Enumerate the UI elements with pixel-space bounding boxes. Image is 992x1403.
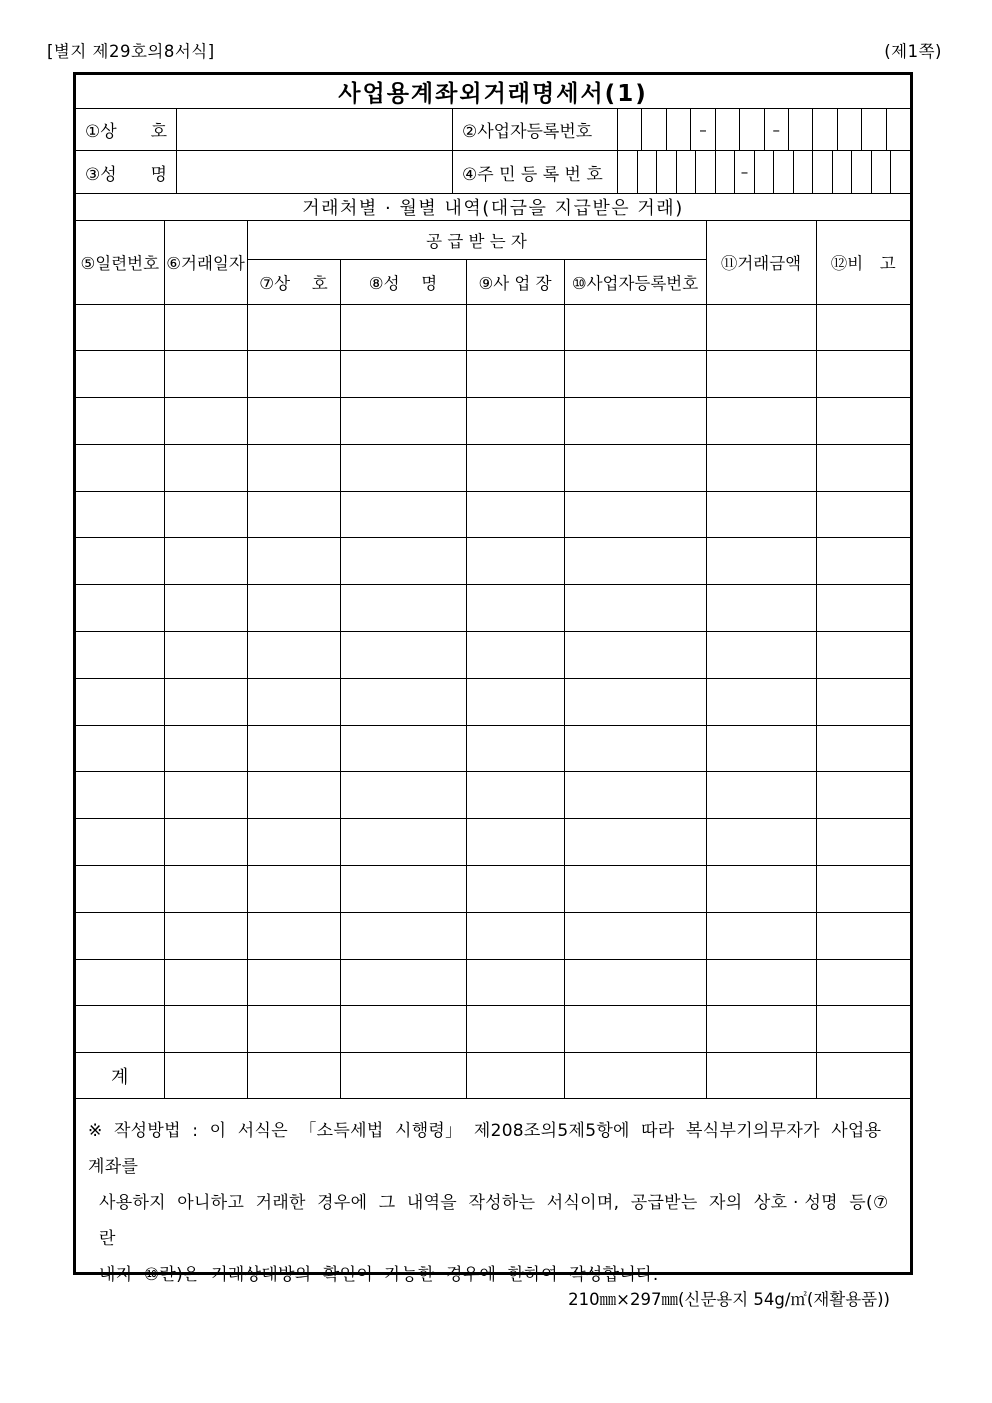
digit-box	[715, 109, 739, 150]
table-cell	[247, 351, 340, 398]
total-cell	[247, 1053, 340, 1099]
table-cell	[564, 304, 706, 351]
table-cell	[564, 632, 706, 679]
digit-box	[739, 109, 763, 150]
table-cell	[816, 819, 910, 866]
table-cell	[706, 866, 816, 913]
form-ref-label: [별지 제29호의8서식]	[47, 42, 215, 61]
table-cell	[466, 585, 564, 632]
total-cell	[164, 1053, 247, 1099]
footnote-line: 내지 ⑩란)은 거래상대방의 확인이 가능한 경우에 한하여 작성합니다.	[99, 1265, 659, 1286]
table-row	[76, 351, 910, 398]
digit-box	[618, 151, 637, 193]
page-number-label: (제1쪽)	[884, 42, 942, 61]
table-cell	[164, 632, 247, 679]
table-cell	[76, 912, 164, 959]
table-cell	[706, 959, 816, 1006]
footnote-line: 사용하지 아니하고 거래한 경우에 그 내역을 작성하는 서식이며, 공급받는 자의 상호 · 성명 등(⑦란	[99, 1193, 889, 1250]
table-cell	[76, 585, 164, 632]
footnote-line: ※ 작성방법 : 이 서식은 「소득세법 시행령」 제208조의5제5항에 따라 복식부기의무자가 사업용계좌를	[88, 1121, 882, 1178]
total-cell	[466, 1053, 564, 1099]
table-cell	[466, 772, 564, 819]
form-box	[73, 72, 913, 1286]
table-cell	[466, 632, 564, 679]
digit-box	[886, 109, 910, 150]
table-cell	[164, 866, 247, 913]
digit-box	[793, 151, 813, 193]
digit-box	[618, 109, 641, 150]
field-value-trade-name	[177, 109, 453, 151]
table-cell	[247, 632, 340, 679]
table-cell	[706, 351, 816, 398]
table-cell	[816, 725, 910, 772]
table-row	[76, 959, 910, 1006]
table-cell	[76, 398, 164, 445]
table-cell	[706, 1006, 816, 1053]
digit-box	[666, 109, 690, 150]
table-footer	[76, 1053, 910, 1099]
table-header	[76, 221, 910, 304]
table-cell	[247, 444, 340, 491]
digit-box	[754, 151, 774, 193]
table-cell	[247, 819, 340, 866]
table-cell	[564, 866, 706, 913]
table-cell	[466, 912, 564, 959]
digit-box	[812, 151, 832, 193]
table-row	[76, 491, 910, 538]
table-cell	[76, 772, 164, 819]
table-row	[76, 819, 910, 866]
table-cell	[76, 866, 164, 913]
table-cell	[706, 912, 816, 959]
digit-box	[812, 109, 836, 150]
table-cell	[466, 819, 564, 866]
table-cell	[564, 959, 706, 1006]
col-header-transaction-amount: ⑪거래금액	[706, 221, 816, 304]
col-header-serial-no: ⑤일련번호	[76, 221, 164, 304]
table-cell	[466, 491, 564, 538]
digit-box	[715, 151, 735, 193]
table-cell	[340, 725, 466, 772]
form-title: 사업용계좌외거래명세서(1)	[76, 75, 910, 109]
paper-size-note: 210㎜×297㎜(신문용지 54g/㎡(재활용품))	[568, 1290, 890, 1309]
table-cell	[340, 444, 466, 491]
table-cell	[816, 772, 910, 819]
digit-box	[837, 109, 861, 150]
table-cell	[466, 444, 564, 491]
col-header-recipient-group: 공 급 받 는 자	[247, 221, 706, 259]
table-cell	[564, 678, 706, 725]
table-cell	[76, 491, 164, 538]
table-cell	[466, 1006, 564, 1053]
table-cell	[466, 538, 564, 585]
table-row	[76, 678, 910, 725]
total-label: 계	[76, 1053, 164, 1099]
table-cell	[247, 585, 340, 632]
col-header-recipient-name: ⑧성 명	[340, 259, 466, 304]
col-header-transaction-date: ⑥거래일자	[164, 221, 247, 304]
col-header-recipient-workplace: ⑨사 업 장	[466, 259, 564, 304]
table-cell	[164, 725, 247, 772]
table-row	[76, 912, 910, 959]
table-cell	[340, 538, 466, 585]
table-cell	[164, 491, 247, 538]
table-cell	[76, 678, 164, 725]
table-row	[76, 772, 910, 819]
table-cell	[816, 678, 910, 725]
table-cell	[706, 632, 816, 679]
digit-box	[871, 151, 891, 193]
table-cell	[164, 959, 247, 1006]
table-cell	[816, 866, 910, 913]
table-cell	[164, 444, 247, 491]
table-row	[76, 304, 910, 351]
table-cell	[706, 725, 816, 772]
digit-box	[773, 151, 793, 193]
digit-box	[656, 151, 676, 193]
digit-box	[851, 151, 871, 193]
table-row	[76, 866, 910, 913]
table-cell	[466, 959, 564, 1006]
table-cell	[706, 819, 816, 866]
table-cell	[816, 912, 910, 959]
table-cell	[340, 304, 466, 351]
total-cell	[816, 1053, 910, 1099]
table-cell	[247, 912, 340, 959]
footnote	[76, 1099, 910, 1293]
table-cell	[816, 491, 910, 538]
digit-box	[832, 151, 852, 193]
table-cell	[706, 585, 816, 632]
table-cell	[816, 538, 910, 585]
table-row	[76, 585, 910, 632]
digit-box	[788, 109, 812, 150]
table-cell	[816, 1006, 910, 1053]
table-cell	[340, 585, 466, 632]
table-cell	[164, 772, 247, 819]
table-cell	[76, 725, 164, 772]
field-label-biz-reg-no: ②사업자등록번호	[453, 109, 618, 151]
table-cell	[247, 538, 340, 585]
table-cell	[340, 678, 466, 725]
table-cell	[164, 538, 247, 585]
table-cell	[76, 1006, 164, 1053]
table-cell	[76, 819, 164, 866]
table-cell	[340, 959, 466, 1006]
table-cell	[340, 772, 466, 819]
digit-box	[861, 109, 885, 150]
table-row	[76, 444, 910, 491]
table-cell	[247, 772, 340, 819]
digit-box: –	[764, 109, 788, 150]
field-value-name	[177, 151, 453, 194]
digit-box	[695, 151, 715, 193]
table-cell	[247, 959, 340, 1006]
table-cell	[76, 632, 164, 679]
table-cell	[706, 538, 816, 585]
table-cell	[564, 444, 706, 491]
col-header-recipient-biz-no: ⑩사업자등록번호	[564, 259, 706, 304]
table-cell	[340, 912, 466, 959]
table-cell	[164, 678, 247, 725]
table-cell	[247, 491, 340, 538]
digit-row-biz-reg-no	[618, 109, 910, 151]
table-cell	[76, 304, 164, 351]
table-cell	[564, 491, 706, 538]
table-row	[76, 538, 910, 585]
table-cell	[340, 398, 466, 445]
table-cell	[247, 678, 340, 725]
table-cell	[164, 912, 247, 959]
main-table	[76, 221, 910, 1099]
table-cell	[564, 772, 706, 819]
table-cell	[706, 304, 816, 351]
table-cell	[247, 304, 340, 351]
col-header-recipient-trade-name: ⑦상 호	[247, 259, 340, 304]
table-cell	[564, 725, 706, 772]
table-cell	[706, 678, 816, 725]
table-row	[76, 1006, 910, 1053]
total-cell	[340, 1053, 466, 1099]
table-cell	[564, 398, 706, 445]
digit-box	[890, 151, 910, 193]
table-cell	[247, 725, 340, 772]
table-cell	[466, 866, 564, 913]
table-body	[76, 304, 910, 1053]
table-cell	[340, 632, 466, 679]
table-row	[76, 398, 910, 445]
table-cell	[76, 959, 164, 1006]
table-cell	[816, 444, 910, 491]
table-cell	[466, 678, 564, 725]
table-cell	[816, 632, 910, 679]
table-cell	[164, 1006, 247, 1053]
table-cell	[466, 398, 564, 445]
info-grid	[76, 109, 910, 194]
table-cell	[340, 819, 466, 866]
table-cell	[706, 772, 816, 819]
table-cell	[564, 912, 706, 959]
digit-box	[641, 109, 665, 150]
table-row	[76, 632, 910, 679]
table-cell	[564, 351, 706, 398]
digit-box: –	[690, 109, 714, 150]
table-cell	[76, 351, 164, 398]
table-cell	[564, 819, 706, 866]
total-row	[76, 1053, 910, 1099]
table-cell	[76, 444, 164, 491]
digit-box	[637, 151, 657, 193]
field-label-trade-name: ①상 호	[76, 109, 177, 151]
table-cell	[706, 398, 816, 445]
table-cell	[706, 491, 816, 538]
table-cell	[466, 351, 564, 398]
table-cell	[466, 304, 564, 351]
digit-box	[676, 151, 696, 193]
table-cell	[164, 819, 247, 866]
table-cell	[816, 304, 910, 351]
table-cell	[816, 959, 910, 1006]
table-cell	[340, 866, 466, 913]
table-cell	[164, 304, 247, 351]
table-cell	[247, 398, 340, 445]
table-cell	[247, 866, 340, 913]
table-cell	[816, 398, 910, 445]
page-header	[0, 38, 992, 62]
table-row	[76, 725, 910, 772]
table-cell	[466, 725, 564, 772]
table-cell	[564, 1006, 706, 1053]
table-cell	[164, 351, 247, 398]
field-label-resident-no: ④주 민 등 록 번 호	[453, 151, 618, 194]
table-cell	[816, 351, 910, 398]
table-cell	[76, 538, 164, 585]
table-cell	[564, 585, 706, 632]
digit-box: –	[734, 151, 754, 193]
total-cell	[564, 1053, 706, 1099]
field-label-name: ③성 명	[76, 151, 177, 194]
table-cell	[164, 585, 247, 632]
table-cell	[340, 351, 466, 398]
table-cell	[247, 1006, 340, 1053]
table-cell	[340, 1006, 466, 1053]
total-cell	[706, 1053, 816, 1099]
table-cell	[706, 444, 816, 491]
table-cell	[164, 398, 247, 445]
section-title: 거래처별 · 월별 내역(대금을 지급받은 거래)	[76, 194, 910, 221]
table-cell	[564, 538, 706, 585]
col-header-note: ⑫비 고	[816, 221, 910, 304]
table-cell	[340, 491, 466, 538]
table-cell	[816, 585, 910, 632]
digit-row-resident-no	[618, 151, 910, 194]
